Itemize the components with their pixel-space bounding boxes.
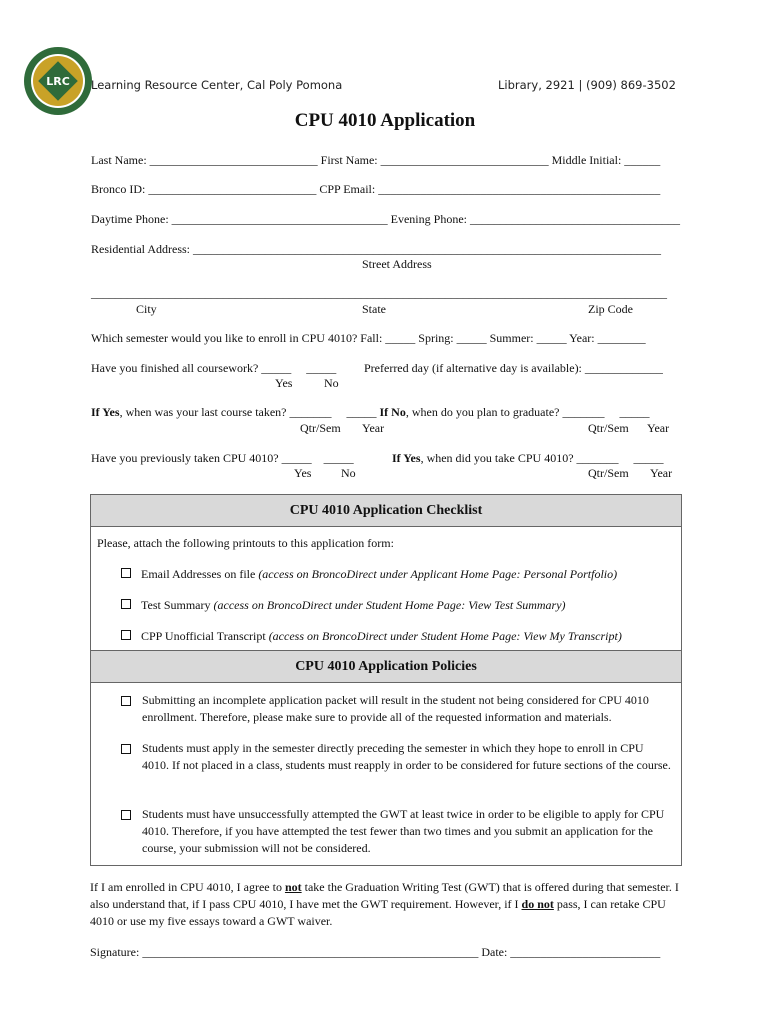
year-label-3: Year: [650, 466, 673, 480]
year-label-1: Year: [362, 421, 385, 435]
coursework-question[interactable]: Have you finished all coursework? _____ _____: [91, 361, 337, 375]
street-label: Street Address: [362, 257, 432, 271]
if-yes-label: If Yes: [91, 405, 120, 419]
policies-heading: CPU 4010 Application Policies: [90, 650, 682, 683]
checklist-item[interactable]: CPP Unofficial Transcript (access on BroncoDirect under Student Home Page: View My Transcript): [121, 629, 622, 644]
city-line[interactable]: ________________________________________________________________________________________________: [91, 286, 667, 300]
qtrsem-label-3: Qtr/Sem: [588, 466, 629, 480]
checkbox-icon[interactable]: [121, 599, 131, 609]
page-title: CPU 4010 Application: [294, 110, 476, 131]
checkbox-icon[interactable]: [121, 744, 131, 754]
qtrsem-label-2: Qtr/Sem: [588, 421, 629, 435]
yes-label: Yes: [275, 376, 293, 390]
zip-label: Zip Code: [588, 302, 633, 316]
checklist-item[interactable]: Email Addresses on file (access on BroncoDirect under Applicant Home Page: Personal Portfolio): [121, 567, 617, 582]
checkbox-icon[interactable]: [121, 568, 131, 578]
if-no-label: If No: [379, 405, 406, 419]
taken-when-question[interactable]: [392, 451, 664, 466]
qtrsem-label-1: Qtr/Sem: [300, 421, 341, 435]
checkbox-icon[interactable]: [121, 630, 131, 640]
agreement-text: If I am enrolled in CPU 4010, I agree to not take the Graduation Writing Test (GWT) that is offered during that semester. I also understand that, if I pass CPU 4010, I have met the GWT requirement. However, if I do not pass, I can retake CPU 4010 or use my five essays toward a GWT waiver.: [90, 880, 679, 928]
policy-text: Students must apply in the semester directly preceding the semester in which they hope to enroll in CPU 4010. If not placed in a class, students must reapply in order to be considered for future sections of the course.: [142, 741, 671, 772]
no-label: No: [324, 376, 339, 390]
last-course-text: , when was your last course taken? _______ _____: [119, 405, 380, 419]
if-yes-label-2: If Yes: [392, 451, 421, 465]
checkbox-icon[interactable]: [121, 696, 131, 706]
policy-text: Students must have unsuccessfully attempted the GWT at least twice in order to be eligible to apply for CPU 4010. Therefore, if you have attempted the test fewer than two times and you submit an application for the course, your submission will not be considered.: [142, 807, 665, 855]
preferred-day-question[interactable]: Preferred day (if alternative day is available): _____________: [364, 361, 663, 375]
signature-line[interactable]: Signature: ________________________________________________________ Date: _________________________: [90, 945, 661, 959]
id-email-fields[interactable]: Bronco ID: ____________________________ CPP Email: _______________________________________________: [91, 182, 661, 196]
no-label-2: No: [341, 466, 356, 480]
header-left: Learning Resource Center, Cal Poly Pomona: [91, 78, 343, 92]
last-course-question[interactable]: [91, 405, 649, 420]
checklist-heading: CPU 4010 Application Checklist: [90, 494, 682, 527]
name-fields[interactable]: Last Name: ____________________________ First Name: ____________________________ Middle Initial: ______: [91, 153, 661, 167]
year-label-2: Year: [647, 421, 670, 435]
city-label: City: [136, 302, 157, 316]
semester-question[interactable]: Which semester would you like to enroll in CPU 4010? Fall: _____ Spring: _____ Summer: _____ Year: ________: [91, 331, 646, 345]
address-field[interactable]: Residential Address: ______________________________________________________________________________: [91, 242, 661, 256]
checklist-intro: Please, attach the following printouts to this application form:: [97, 536, 394, 550]
lrc-logo: [22, 45, 94, 117]
policy-text: Submitting an incomplete application packet will result in the student not being considered for CPU 4010 enrollment. Therefore, please make sure to provide all of the requested information and materials.: [142, 693, 649, 724]
checkbox-icon[interactable]: [121, 810, 131, 820]
checklist-item[interactable]: Test Summary (access on BroncoDirect under Student Home Page: View Test Summary): [121, 598, 566, 613]
header-right: Library, 2921 | (909) 869-3502: [498, 78, 676, 92]
taken-question[interactable]: Have you previously taken CPU 4010? _____ _____: [91, 451, 354, 465]
state-label: State: [362, 302, 386, 316]
taken-when-text: , when did you take CPU 4010? _______ _____: [420, 451, 664, 465]
phone-fields[interactable]: Daytime Phone: ____________________________________ Evening Phone: ___________________________________: [91, 212, 680, 226]
graduate-text: , when do you plan to graduate? _______ _____: [405, 405, 650, 419]
yes-label-2: Yes: [294, 466, 312, 480]
logo-text: LRC: [46, 75, 70, 88]
